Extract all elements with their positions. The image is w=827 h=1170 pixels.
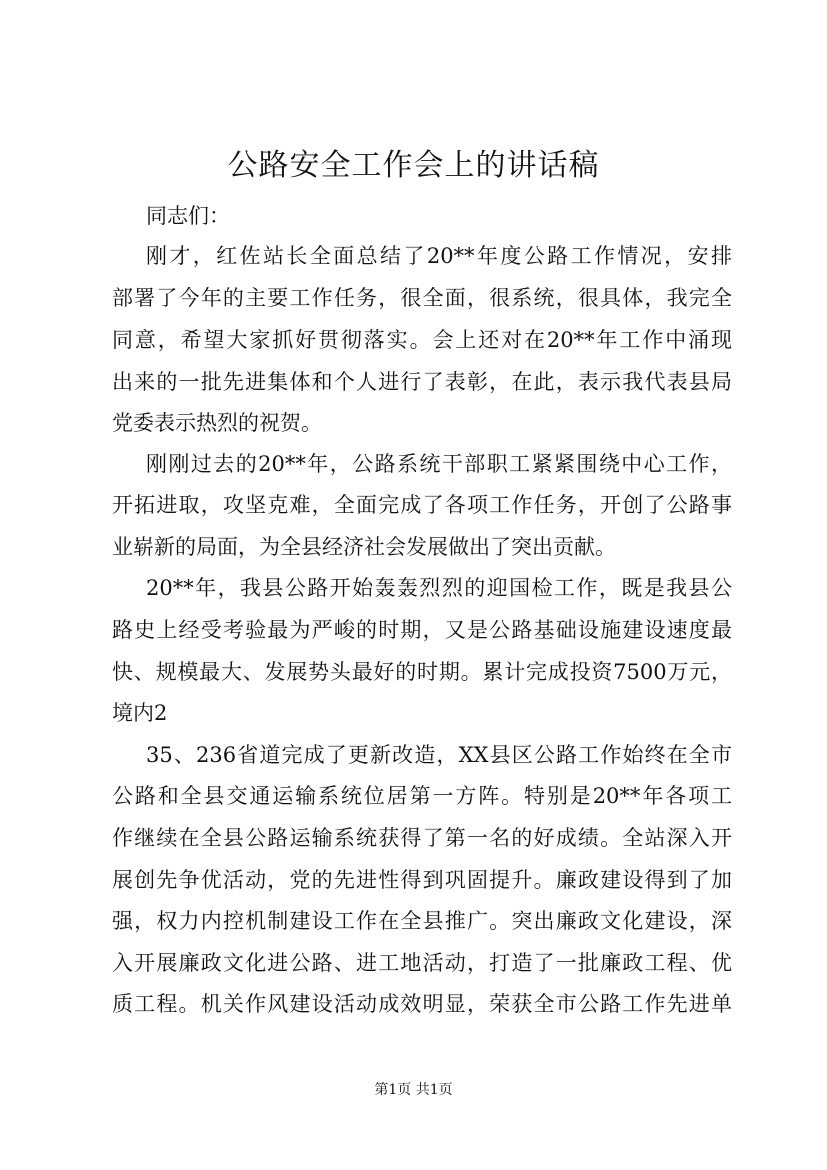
paragraph-line: 部署了今年的主要工作任务，很全面，很系统，很具体，我完全 bbox=[112, 286, 732, 310]
document-title: 公路安全工作会上的讲话稿 bbox=[227, 148, 600, 183]
paragraph-line: 党委表示热烈的祝贺。 bbox=[112, 411, 322, 435]
page-number-footer: 第1页 共1页 bbox=[374, 1082, 453, 1098]
paragraph-line: 公路和全县交通运输系统位居第一方阵。特别是20**年各项工 bbox=[112, 784, 732, 808]
paragraph-line: 作继续在全县公路运输系统获得了第一名的好成绩。全站深入开 bbox=[112, 826, 732, 850]
paragraph-line: 刚刚过去的20**年，公路系统干部职工紧紧围绕中心工作， bbox=[146, 452, 732, 476]
paragraph-line: 路史上经受考验最为严峻的时期，又是公路基础设施建设速度最 bbox=[112, 618, 732, 642]
paragraph-line: 境内2 bbox=[112, 701, 168, 725]
paragraph-line: 出来的一批先进集体和个人进行了表彰，在此，表示我代表县局 bbox=[112, 370, 732, 394]
paragraph-line: 快、规模最大、发展势头最好的时期。累计完成投资7500万元， bbox=[112, 660, 732, 684]
salutation-line: 同志们： bbox=[146, 204, 230, 228]
paragraph-line: 开拓进取，攻坚克难，全面完成了各项工作任务，开创了公路事 bbox=[112, 493, 732, 517]
paragraph-line: 35、236省道完成了更新改造，XX县区公路工作始终在全市 bbox=[146, 743, 732, 767]
paragraph-line: 质工程。机关作风建设活动成效明显，荣获全市公路工作先进单 bbox=[112, 992, 732, 1016]
paragraph-line: 同意，希望大家抓好贯彻落实。会上还对在20**年工作中涌现 bbox=[112, 328, 732, 352]
paragraph-line: 展创先争优活动，党的先进性得到巩固提升。廉政建设得到了加 bbox=[112, 868, 732, 892]
paragraph-line: 业崭新的局面，为全县经济社会发展做出了突出贡献。 bbox=[112, 535, 616, 559]
paragraph-line: 20**年，我县公路开始轰轰烈烈的迎国检工作，既是我县公 bbox=[146, 576, 732, 600]
paragraph-line: 强，权力内控机制建设工作在全县推广。突出廉政文化建设，深 bbox=[112, 909, 732, 933]
paragraph-line: 入开展廉政文化进公路、进工地活动，打造了一批廉政工程、优 bbox=[112, 951, 732, 975]
paragraph-line: 刚才，红佐站长全面总结了20**年度公路工作情况，安排 bbox=[146, 244, 732, 268]
